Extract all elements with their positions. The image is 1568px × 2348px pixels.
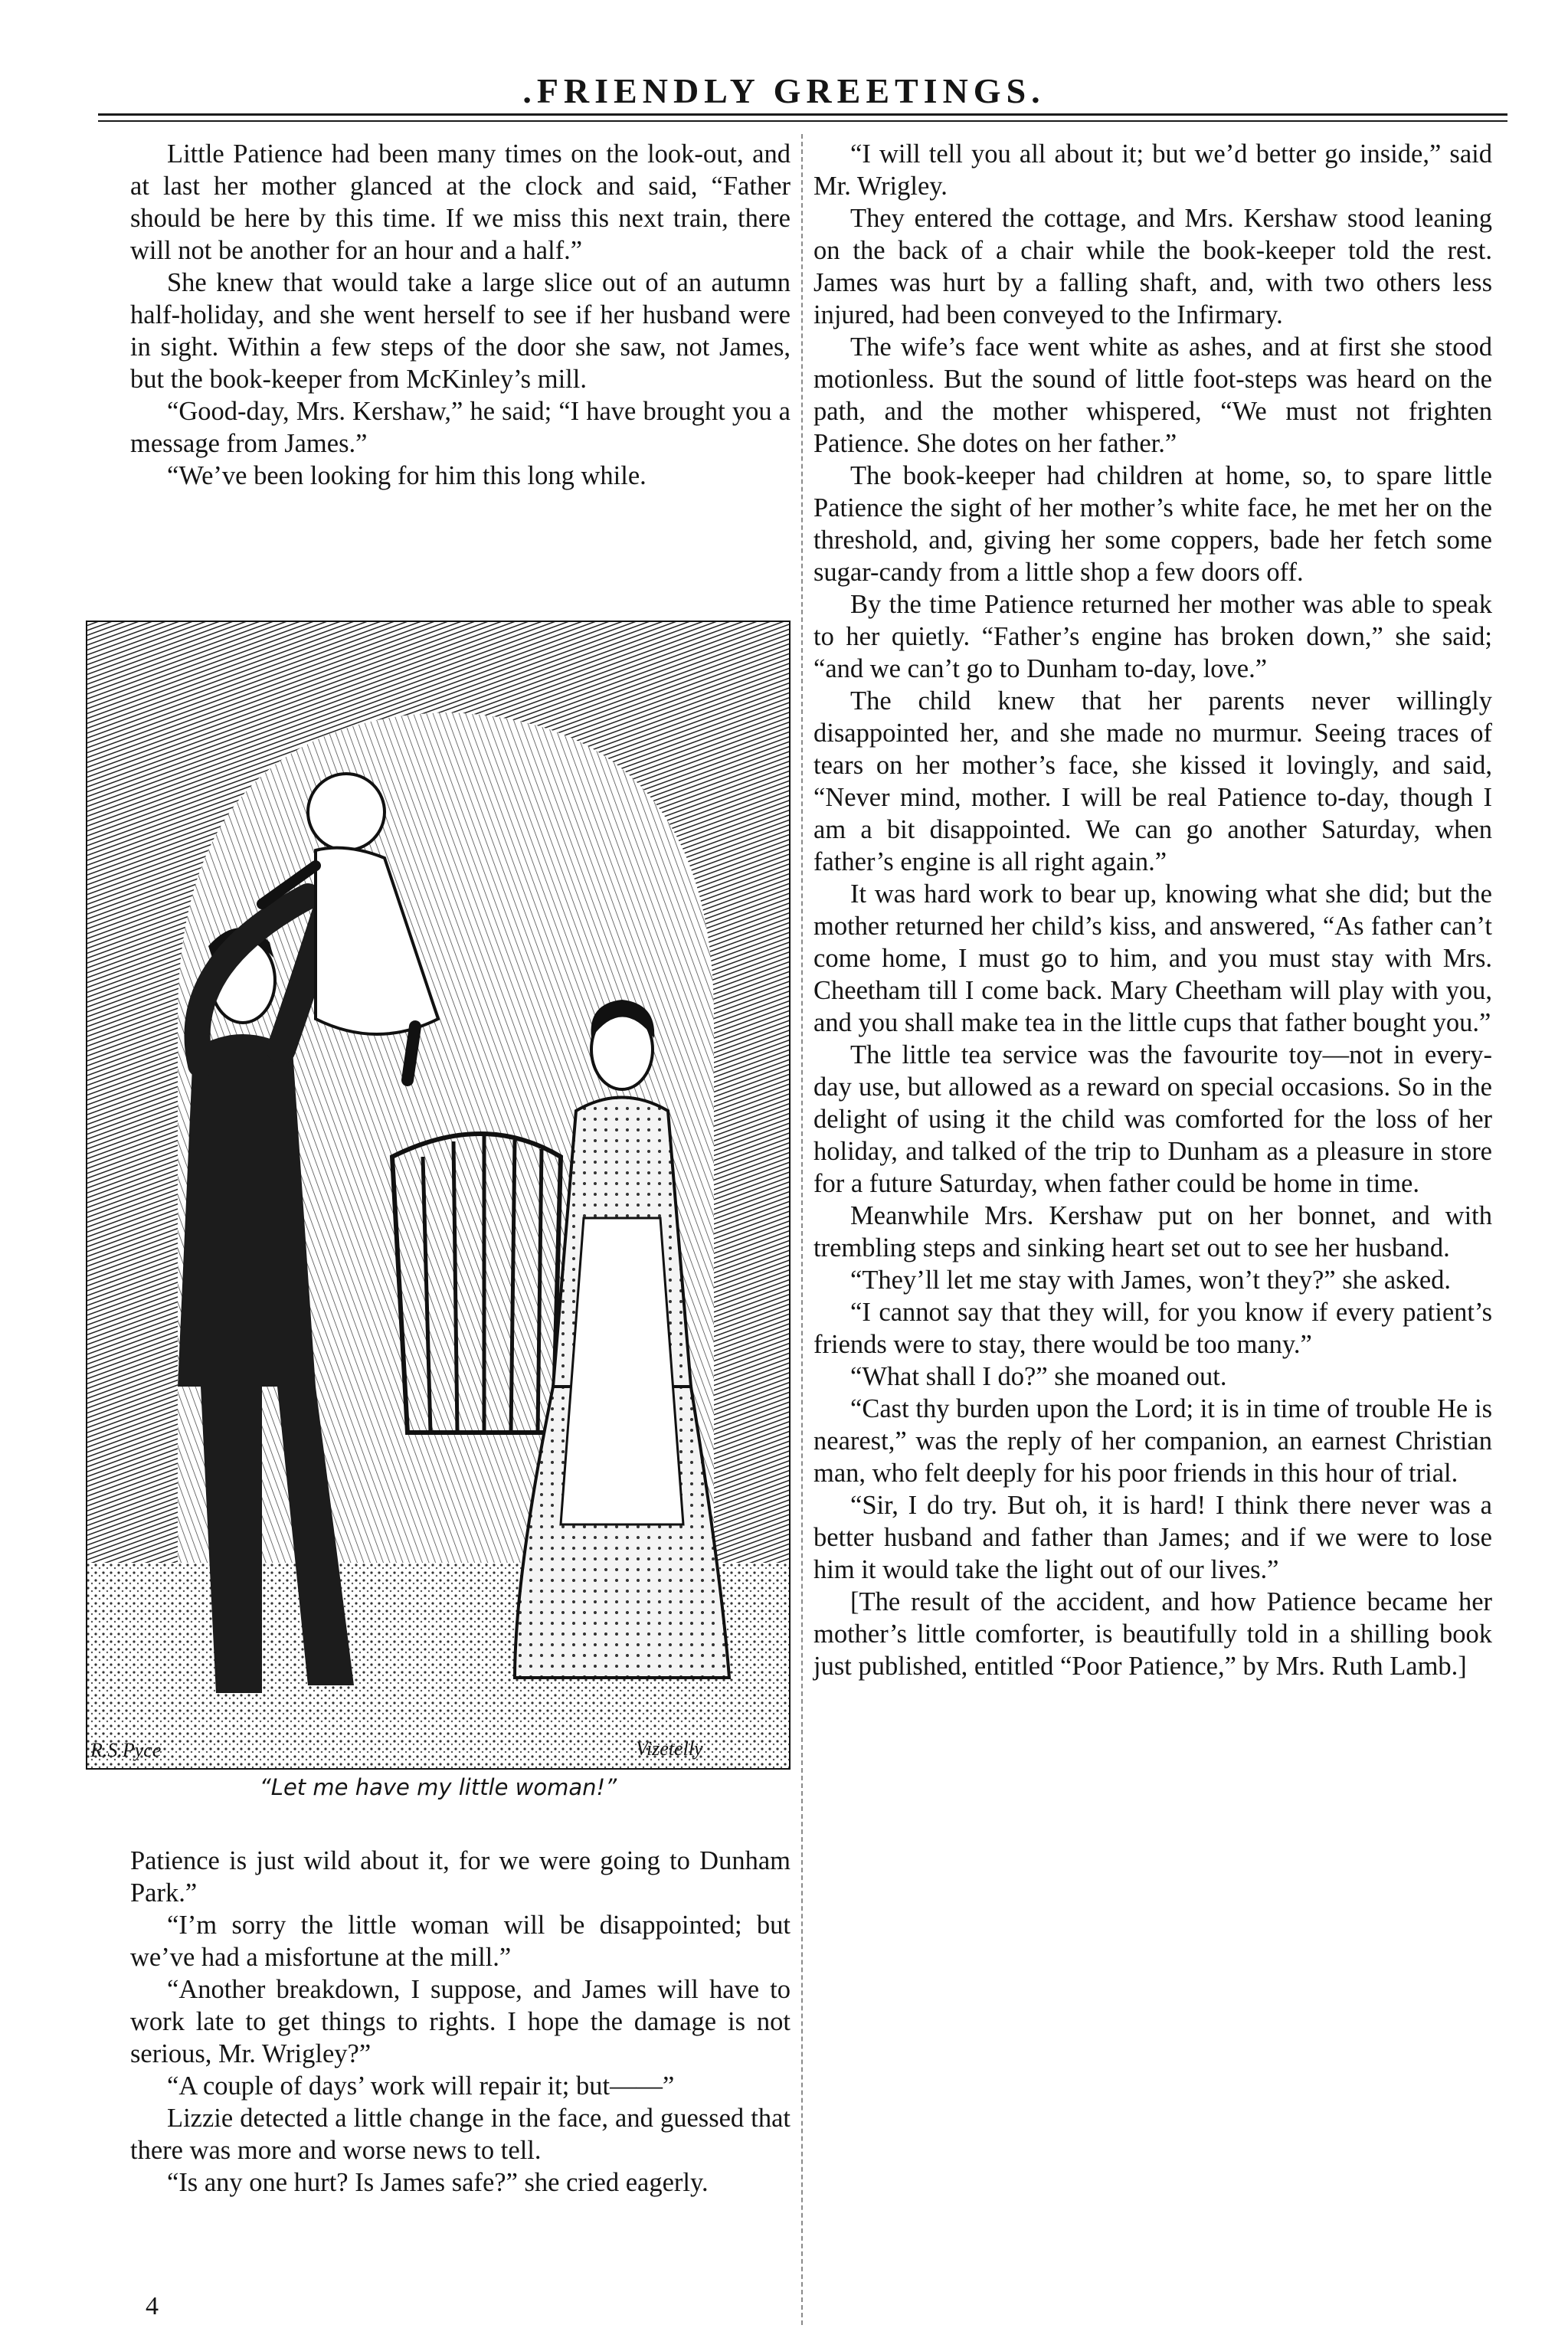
column-divider — [801, 134, 803, 2325]
paragraph: It was hard work to bear up, knowing what she did; but the mother returned her child’s kiss, and answered, “As father can’t come home, I must go to him, and you must stay with Mrs. Cheetham till I come back. Mary Cheetham will play with you, and you shall make tea in the little cups that father bought you.” — [813, 879, 1492, 1037]
paragraph: She knew that would take a large slice out of an autumn half-holiday, and she went herself to see if her husband were in sight. Within a few steps of the door she saw, not James, but the book-keeper from McKinley’s mill. — [130, 268, 791, 394]
engraver-signature: R.S.Pyce — [90, 1739, 162, 1761]
paragraph: “Another breakdown, I suppose, and James will have to work late to get things to rights. I hope the damage is not serious, Mr. Wrigley?” — [130, 1975, 791, 2068]
paragraph: [The result of the accident, and how Patience became her mother’s little comforter, is beautifully told in a shilling book just published, entitled “Poor Patience,” by Mrs. Ruth Lamb.] — [813, 1587, 1492, 1681]
paragraph: By the time Patience returned her mother was able to speak to her quietly. “Father’s engine has broken down,” she said; “and we can’t go to Dunham to-day, love.” — [813, 590, 1492, 683]
engraving-illustration — [86, 621, 791, 1770]
paragraph: Meanwhile Mrs. Kershaw put on her bonnet, and with trembling steps and sinking heart set out to see her husband. — [813, 1201, 1492, 1262]
paragraph: The child knew that her parents never willingly disappointed her, and she made no murmur. Seeing traces of tears on her mother’s face, she kissed it lovingly, and said, “Never mind, mother. I will be real Patience to-day, though I am a bit disappointed. We can go another Saturday, when father’s engine is all right again.” — [813, 686, 1492, 876]
paragraph: “Is any one hurt? Is James safe?” she cried eagerly. — [167, 2168, 709, 2197]
paragraph: “They’ll let me stay with James, won’t they?” she asked. — [850, 1266, 1452, 1295]
paragraph: The wife’s face went white as ashes, and at first she stood motionless. But the sound of little foot-steps was heard on the path, and the mother whispered, “We must not frighten Patience. She dotes on her father.” — [813, 332, 1492, 458]
engraving-svg — [86, 621, 791, 1770]
paragraph: The little tea service was the favourite toy—not in every-day use, but allowed as a reward on special occasions. So in the delight of using it the child was comforted for the loss of her holiday, and talked of the trip to Dunham as a pleasure in store for a future Saturday, when father could be home in time. — [813, 1040, 1492, 1198]
figure-caption: “Let me have my little woman!” — [259, 1774, 617, 1800]
paragraph: Little Patience had been many times on the look-out, and at last her mother glanced at the clock and said, “Father should be here by this time. If we miss this next train, there will not be another for an hour and a half.” — [130, 139, 791, 265]
header-rule-top — [98, 113, 1507, 116]
paragraph: The book-keeper had children at home, so, to spare little Patience the sight of her mother’s white face, he met her on the threshold, and, giving her some coppers, bade her fetch some sugar-candy from a little shop a few doors off. — [813, 461, 1492, 587]
paragraph: Patience is just wild about it, for we were going to Dunham Park.” — [130, 1846, 791, 1908]
paragraph: “I cannot say that they will, for you know if every patient’s friends were to stay, there would be too many.” — [813, 1298, 1492, 1359]
paragraph: “Good-day, Mrs. Kershaw,” he said; “I have brought you a message from James.” — [130, 397, 791, 458]
paragraph: Lizzie detected a little change in the face, and guessed that there was more and worse news to tell. — [130, 2104, 791, 2165]
paragraph: “What shall I do?” she moaned out. — [850, 1362, 1227, 1391]
left-column-bottom — [130, 1845, 791, 2199]
header-rule-bottom — [98, 120, 1507, 122]
page-number: 4 — [146, 2292, 159, 2320]
paragraph: “Cast thy burden upon the Lord; it is in time of trouble He is nearest,” was the reply of her companion, an earnest Christian man, who felt deeply for his poor friends in this hour of trial. — [813, 1394, 1492, 1488]
right-column — [813, 138, 1492, 1682]
paragraph: “Sir, I do try. But oh, it is hard! I think there never was a better husband and father than James; and if we were to lose him it would take the light out of our lives.” — [813, 1491, 1492, 1584]
running-header: .FRIENDLY GREETINGS. — [522, 71, 1046, 110]
paragraph: “We’ve been looking for him this long while. — [167, 461, 647, 490]
paragraph: “I’m sorry the little woman will be disappointed; but we’ve had a misfortune at the mill.” — [130, 1911, 791, 1972]
paragraph: They entered the cottage, and Mrs. Kershaw stood leaning on the back of a chair while the book-keeper told the rest. James was hurt by a falling shaft, and, with two others less injured, had been conveyed to the Infirmary. — [813, 204, 1492, 329]
paragraph: “I will tell you all about it; but we’d better go inside,” said Mr. Wrigley. — [813, 139, 1492, 201]
engraver-signature: Vizetelly — [636, 1737, 703, 1760]
left-column-top — [130, 138, 791, 492]
paragraph: “A couple of days’ work will repair it; but——” — [167, 2071, 675, 2101]
